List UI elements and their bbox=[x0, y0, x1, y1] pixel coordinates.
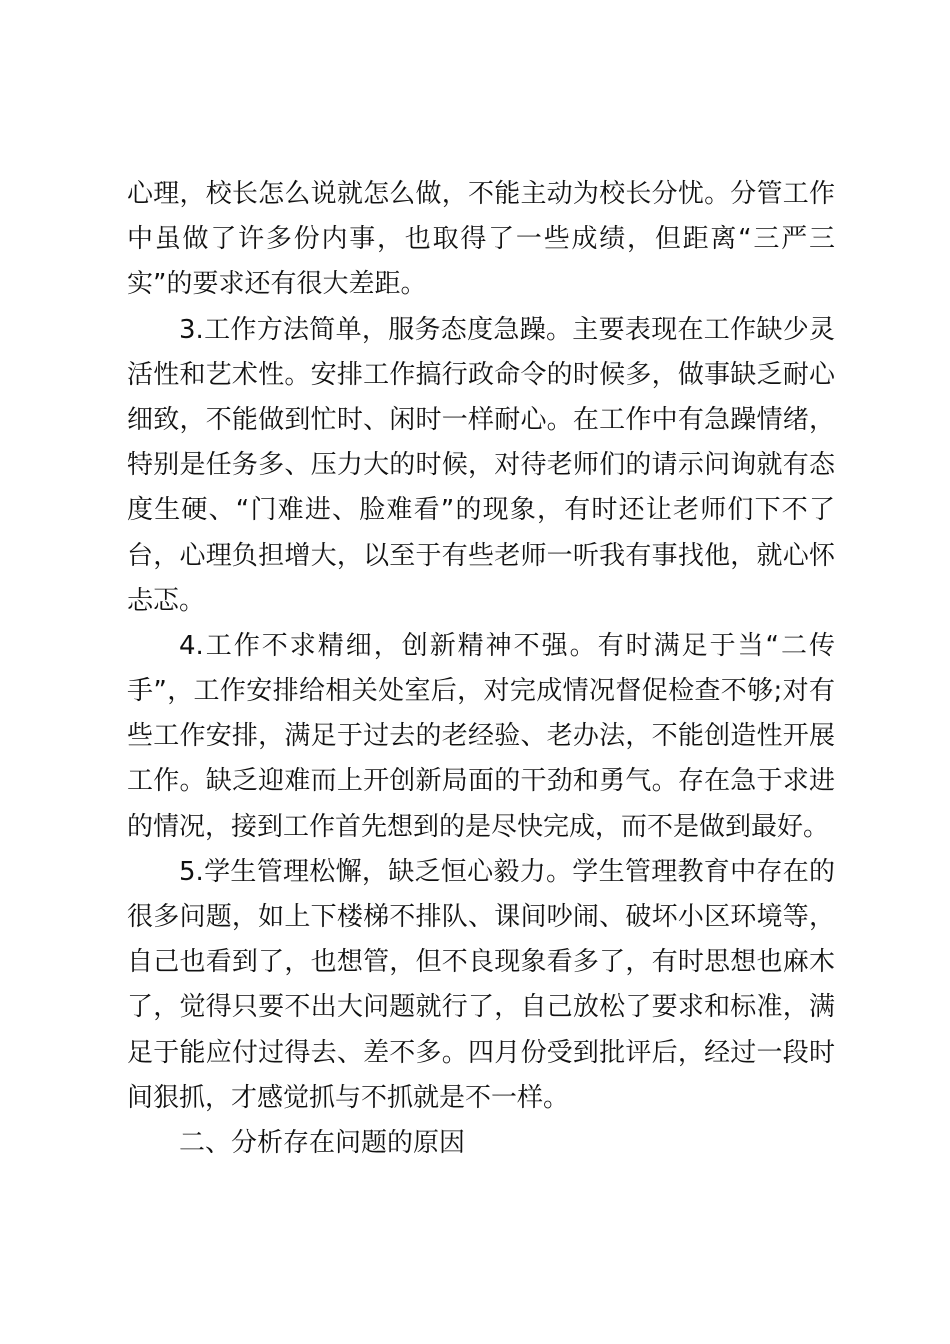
paragraph-3-first-line: 3.工作方法简单，服务态度急躁。主要表现在工作缺少灵 bbox=[179, 314, 835, 345]
text-line: 实”的要求还有很大差距。 bbox=[127, 269, 427, 300]
text-line: 细致，不能做到忙时、闲时一样耐心。在工作中有急躁情绪， bbox=[127, 404, 835, 435]
text-line: 些工作安排，满足于过去的老经验、老办法，不能创造性开展 bbox=[127, 721, 835, 752]
text-line: 工作。缺乏迎难而上开创新局面的干劲和勇气。存在急于求进 bbox=[127, 766, 835, 797]
text-line: 忐忑。 bbox=[127, 585, 206, 616]
section-heading: 二、分析存在问题的原因 bbox=[179, 1127, 466, 1158]
text-line: 度生硬、“门难进、脸难看”的现象，有时还让老师们下不了 bbox=[127, 495, 835, 526]
document-body bbox=[127, 172, 835, 1166]
text-line: 特别是任务多、压力大的时候，对待老师们的请示问询就有态 bbox=[127, 450, 835, 481]
text-line: 自己也看到了，也想管，但不良现象看多了，有时思想也麻木 bbox=[127, 947, 835, 978]
text-line: 的情况，接到工作首先想到的是尽快完成，而不是做到最好。 bbox=[127, 811, 830, 842]
text-line: 了，觉得只要不出大问题就行了，自己放松了要求和标准，满 bbox=[127, 992, 835, 1023]
text-line: 活性和艺术性。安排工作搞行政命令的时候多，做事缺乏耐心 bbox=[127, 359, 835, 390]
text-line: 很多问题，如上下楼梯不排队、课间吵闹、破坏小区环境等， bbox=[127, 902, 835, 932]
text-line: 台，心理负担增大，以至于有些老师一听我有事找他，就心怀 bbox=[127, 540, 835, 571]
paragraph-5-first-line: 5.学生管理松懈，缺乏恒心毅力。学生管理教育中存在的 bbox=[179, 856, 835, 887]
paragraph-4-first-line: 4.工作不求精细，创新精神不强。有时满足于当“二传 bbox=[179, 630, 835, 661]
text-line: 手”，工作安排给相关处室后，对完成情况督促检查不够;对有 bbox=[127, 676, 835, 707]
text-line: 间狠抓，才感觉抓与不抓就是不一样。 bbox=[127, 1082, 570, 1113]
text-line: 足于能应付过得去、差不多。四月份受到批评后，经过一段时 bbox=[127, 1037, 835, 1068]
text-line: 心理，校长怎么说就怎么做，不能主动为校长分忧。分管工作 bbox=[127, 179, 835, 209]
text-line: 中虽做了许多份内事，也取得了一些成绩，但距离“三严三 bbox=[127, 224, 835, 255]
